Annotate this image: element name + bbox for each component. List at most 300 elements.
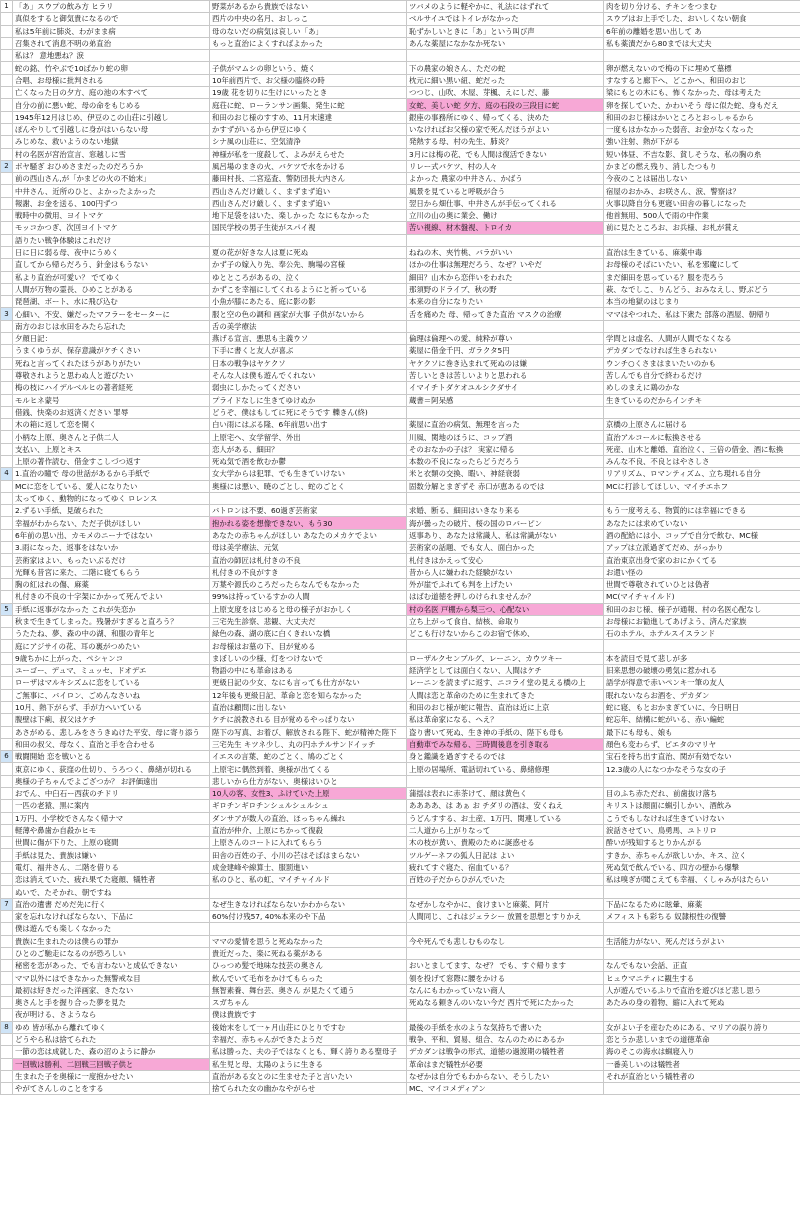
table-cell[interactable]: ローザルクセンブルグ、レーニン、カウツキー bbox=[407, 652, 604, 664]
table-cell[interactable]: 死ぬ気で飲んでいる、四方の壁から爆撃 bbox=[604, 861, 800, 873]
row-number-cell[interactable] bbox=[1, 246, 13, 258]
row-number-cell[interactable] bbox=[1, 333, 13, 345]
table-cell[interactable]: まぼしいの少様、灯をつけないで bbox=[210, 652, 407, 664]
table-cell[interactable]: 立ち上がって食自、結核、命取り bbox=[407, 615, 604, 627]
table-cell[interactable]: なぜかしなやかに、食けまいと麻薬、阿片 bbox=[407, 898, 604, 910]
table-cell[interactable]: 人が遊んでいるふりで直治を遊びほど悲し思う bbox=[604, 984, 800, 996]
table-cell[interactable]: 薬屋に借金千円、ガラクタ5円 bbox=[407, 345, 604, 357]
table-cell[interactable] bbox=[407, 50, 604, 62]
table-cell[interactable]: 国民学校の男子生徒がスパイ視 bbox=[210, 222, 407, 234]
table-cell[interactable]: 小魚が膝にあたる、庭に影の影 bbox=[210, 296, 407, 308]
table-cell[interactable]: 中井さん、近所のひと、よかったよかった bbox=[13, 185, 210, 197]
row-number-cell[interactable] bbox=[1, 665, 13, 677]
table-cell[interactable]: 下品になるために眩暈、麻薬 bbox=[604, 898, 800, 910]
table-cell[interactable]: 一度もはかなかった弱音、お金がなくなった bbox=[604, 123, 800, 135]
row-number-cell[interactable] bbox=[1, 1083, 13, 1095]
row-number-cell[interactable] bbox=[1, 652, 13, 664]
table-cell[interactable]: 和田のおじ様はかいところとおっしゃるから bbox=[604, 111, 800, 123]
row-number-cell[interactable] bbox=[1, 259, 13, 271]
table-cell[interactable]: 3.雨になった、返事をはないか bbox=[13, 542, 210, 554]
table-cell[interactable] bbox=[210, 50, 407, 62]
table-cell[interactable]: 奥さんと手を握り合った夢を見た bbox=[13, 997, 210, 1009]
table-cell[interactable]: ヒュウマニティに観生する bbox=[604, 972, 800, 984]
table-cell[interactable]: スガちゃん bbox=[210, 997, 407, 1009]
table-cell[interactable]: あんな薬屋になかなか死ない bbox=[407, 37, 604, 49]
table-cell[interactable]: レーニンを読まずに返す、ニコライ堂の見える橋の上 bbox=[407, 677, 604, 689]
section-number-cell[interactable]: 2 bbox=[1, 160, 13, 172]
table-cell[interactable]: 人間同じ、これはジェラシー 放置を思想とすりかえ bbox=[407, 910, 604, 922]
table-cell[interactable]: かずこを幸福にしてくれるようにと祈っている bbox=[210, 283, 407, 295]
table-cell[interactable]: 肉を切り分ける、チキンをつまむ bbox=[604, 1, 800, 13]
row-number-cell[interactable] bbox=[1, 640, 13, 652]
row-number-cell[interactable] bbox=[1, 910, 13, 922]
table-cell[interactable]: 直治の師匠は札付きの不良 bbox=[210, 554, 407, 566]
row-number-cell[interactable] bbox=[1, 1058, 13, 1070]
table-cell[interactable]: あたみの身の着物、縮に入れて死ぬ bbox=[604, 997, 800, 1009]
table-cell[interactable]: 和田のおじ様が蛇に報告、直治は近に上京 bbox=[407, 701, 604, 713]
table-cell[interactable]: 梅の枝にハイデルベルヒの著者経死 bbox=[13, 382, 210, 394]
table-cell[interactable]: すなすると廊下へ、どこかへ、和田のおじ bbox=[604, 74, 800, 86]
section-number-cell[interactable]: 8 bbox=[1, 1021, 13, 1033]
row-number-cell[interactable] bbox=[1, 197, 13, 209]
table-cell[interactable]: イエスの言葉、蛇のごとく、鳩のごとく bbox=[210, 751, 407, 763]
table-cell[interactable]: 世間に傷が下りた、上原の寝間 bbox=[13, 837, 210, 849]
table-cell[interactable]: 芸術家の話題、でも女人、面白かった bbox=[407, 542, 604, 554]
table-cell[interactable]: 一節の恋は成就した、森の沼のように静か bbox=[13, 1046, 210, 1058]
table-cell[interactable] bbox=[604, 1009, 800, 1021]
highlighted-cell[interactable]: 一回戦は勝利、二回戦三回戦子供と bbox=[13, 1058, 210, 1070]
table-cell[interactable]: ケチに説教される 目が覚めるやっぱりない bbox=[210, 714, 407, 726]
table-cell[interactable]: 最下にも母も、娘も bbox=[604, 726, 800, 738]
table-cell[interactable]: みじめな、救いようのない地獄 bbox=[13, 136, 210, 148]
table-cell[interactable]: 上原宅に偶然到着、奥様が出てくる bbox=[210, 763, 407, 775]
row-number-cell[interactable] bbox=[1, 1046, 13, 1058]
row-number-cell[interactable] bbox=[1, 947, 13, 959]
table-cell[interactable]: 僕は遊んでも楽しくなかった bbox=[13, 923, 210, 935]
table-cell[interactable]: ウンチ○くさまはまいたいのかも bbox=[604, 357, 800, 369]
table-cell[interactable]: アップは立派過ぎてだめ、がっかり bbox=[604, 542, 800, 554]
table-cell[interactable]: 目のふち赤ただれ、前歯抜け落ち bbox=[604, 788, 800, 800]
table-cell[interactable] bbox=[604, 775, 800, 787]
table-cell[interactable]: 私も薬漬だから80までは大丈夫 bbox=[604, 37, 800, 49]
table-cell[interactable]: 梁にもとの木にも、怖くなかった、母は考えた bbox=[604, 87, 800, 99]
table-cell[interactable]: 他首無用、500人で雨の中作業 bbox=[604, 210, 800, 222]
table-cell[interactable]: 成金建峰や線算士、服罰進い bbox=[210, 861, 407, 873]
row-number-cell[interactable] bbox=[1, 234, 13, 246]
table-cell[interactable]: そんな人は僕も遊んでくれない bbox=[210, 369, 407, 381]
highlighted-cell[interactable]: 村の名医 戸棚から梨三つ、心配ない bbox=[407, 603, 604, 615]
table-cell[interactable]: うどんすする、お土産、1万円、関連している bbox=[407, 812, 604, 824]
table-cell[interactable]: ダンサアが数人の直治、ほっちゃん繰れ bbox=[210, 812, 407, 824]
table-cell[interactable]: 卵を探していた、かわいそう 母に似た蛇、身もだえ bbox=[604, 99, 800, 111]
table-cell[interactable]: 10月、熱下がらず、手が力へいている bbox=[13, 701, 210, 713]
table-cell[interactable]: 直治が仲介、上原にちかって復殺 bbox=[210, 824, 407, 836]
table-cell[interactable] bbox=[210, 234, 407, 246]
table-cell[interactable]: 支払い、上原とキス bbox=[13, 443, 210, 455]
table-cell[interactable] bbox=[210, 923, 407, 935]
table-cell[interactable]: 子供がマムシの卵という、焼く bbox=[210, 62, 407, 74]
table-cell[interactable]: 三宅先生診察、悲観、大丈夫だ bbox=[210, 615, 407, 627]
table-cell[interactable]: あなたの赤ちゃんがほしい あなたのメカケでよい bbox=[210, 529, 407, 541]
table-cell[interactable]: ヤケクソに巻き込まれて死ぬのは嫌 bbox=[407, 357, 604, 369]
table-cell[interactable]: 1万円、小学校でさんなく帰ナマ bbox=[13, 812, 210, 824]
row-number-cell[interactable] bbox=[1, 37, 13, 49]
table-cell[interactable]: もっと直治によくすればよかった bbox=[210, 37, 407, 49]
table-cell[interactable]: 無智素養、舞台芸、奥さん が見たくて通う bbox=[210, 984, 407, 996]
row-number-cell[interactable] bbox=[1, 394, 13, 406]
table-cell[interactable]: ご無事に、バイロン、ごめんなさいね bbox=[13, 689, 210, 701]
table-cell[interactable]: 小柄な上原、奥さんと子供二人 bbox=[13, 431, 210, 443]
table-cell[interactable]: 地下足袋をはいた、楽しかった なにもなかった bbox=[210, 210, 407, 222]
table-cell[interactable]: はばむ道徳を押しのけられませんか？ bbox=[407, 591, 604, 603]
table-cell[interactable]: 翌日から畑仕事、中井さんが手伝ってくれる bbox=[407, 197, 604, 209]
table-cell[interactable]: 恋人がある、細田？ bbox=[210, 443, 407, 455]
row-number-cell[interactable] bbox=[1, 210, 13, 222]
row-number-cell[interactable] bbox=[1, 726, 13, 738]
row-number-cell[interactable] bbox=[1, 763, 13, 775]
table-cell[interactable]: 領を投げて窓際に腰をかける bbox=[407, 972, 604, 984]
table-cell[interactable]: 飲んでいて毛布をかけてもらった bbox=[210, 972, 407, 984]
row-number-cell[interactable] bbox=[1, 628, 13, 640]
table-cell[interactable]: 私のひと、私の虹、マイチャイルド bbox=[210, 874, 407, 886]
section-number-cell[interactable]: 3 bbox=[1, 308, 13, 320]
table-cell[interactable]: 「あ」スウプの飲み方 ヒラリ bbox=[13, 1, 210, 13]
table-cell[interactable]: 上原宅へ、女学留学、外出 bbox=[210, 431, 407, 443]
table-cell[interactable]: 日に日に弱る母、夜中にうめく bbox=[13, 246, 210, 258]
table-cell[interactable] bbox=[604, 406, 800, 418]
table-cell[interactable]: 神様が私を一度殺して、よみがえらせた bbox=[210, 148, 407, 160]
table-cell[interactable]: 自分の前に悪い蛇、母の命をもじめる bbox=[13, 99, 210, 111]
table-cell[interactable]: 世間で尊敬されていひとは偽者 bbox=[604, 578, 800, 590]
table-cell[interactable]: 死産、山木と離婚、直治泣く、三倍の借金、酒に転換 bbox=[604, 443, 800, 455]
table-cell[interactable]: よかった 農家の中井さん、かばう bbox=[407, 173, 604, 185]
table-cell[interactable]: 尊敬されようと思わぬ人と遊びたい bbox=[13, 369, 210, 381]
table-cell[interactable]: 旧来思想の破壊の勇気に惹かれる bbox=[604, 665, 800, 677]
table-cell[interactable]: リレー式バケツ、村の人々 bbox=[407, 160, 604, 172]
table-cell[interactable]: 三宅先生 キツネ少し、丸の円ホテルサンドイッチ bbox=[210, 738, 407, 750]
table-cell[interactable]: 直治がある女とのに生ませた子と言いたい bbox=[210, 1070, 407, 1082]
row-number-cell[interactable] bbox=[1, 111, 13, 123]
table-cell[interactable]: 悲しいから仕方がない、奥様はいひと bbox=[210, 775, 407, 787]
table-cell[interactable]: 和田のおじ様のすすめ、11月末速達 bbox=[210, 111, 407, 123]
table-cell[interactable]: まだ細田を思っている？服を売ろう bbox=[604, 271, 800, 283]
table-cell[interactable]: やがてさんしのことをする bbox=[13, 1083, 210, 1095]
table-cell[interactable]: 直治は生きている、麻薬中毒 bbox=[604, 246, 800, 258]
row-number-cell[interactable] bbox=[1, 492, 13, 504]
table-cell[interactable]: 細田？山木から恋伴いをわれた bbox=[407, 271, 604, 283]
table-cell[interactable]: 火事以降自分も更寝い田舎の暮しになった bbox=[604, 197, 800, 209]
table-cell[interactable]: モルヒネ蒙号 bbox=[13, 394, 210, 406]
table-cell[interactable]: 借銭、快楽のお返済ください 罪辱 bbox=[13, 406, 210, 418]
table-cell[interactable]: 一番美しいのは犠牲者 bbox=[604, 1058, 800, 1070]
table-cell[interactable]: 短い体昼、不吉な影、貧しそうな、私の胸の糸 bbox=[604, 148, 800, 160]
table-cell[interactable]: どこも行けないからこのお宿で休め、 bbox=[407, 628, 604, 640]
row-number-cell[interactable] bbox=[1, 1009, 13, 1021]
table-cell[interactable]: 白い雨にはぶる隆、6年前思い出す bbox=[210, 419, 407, 431]
table-cell[interactable]: 母は美学療法、元気 bbox=[210, 542, 407, 554]
table-cell[interactable]: 6年前の離婚を思い出して あ bbox=[604, 25, 800, 37]
table-cell[interactable]: 直治の遺書 だめだ先に行く bbox=[13, 898, 210, 910]
table-cell[interactable]: 12年後も更級日記、革命と恋を知らなかった bbox=[210, 689, 407, 701]
table-cell[interactable]: プライドなしに生きてゆけぬか bbox=[210, 394, 407, 406]
table-cell[interactable]: 緑色の森、湖の底に白くきれいな橋 bbox=[210, 628, 407, 640]
table-cell[interactable]: 語りたい戦争体験はこれだけ bbox=[13, 234, 210, 246]
table-cell[interactable]: 私は嗅ぎが聞こえても幸福、くしゃみがはたらい bbox=[604, 874, 800, 886]
row-number-cell[interactable] bbox=[1, 123, 13, 135]
row-number-cell[interactable] bbox=[1, 173, 13, 185]
table-cell[interactable]: お母様にお勧進してあげよう、済んだ家族 bbox=[604, 615, 800, 627]
section-number-cell[interactable]: 1 bbox=[1, 1, 13, 13]
table-cell[interactable]: 身と鑑識を過ぎすそるのでは bbox=[407, 751, 604, 763]
table-cell[interactable]: ママ以外にはできなかった無警戒な目 bbox=[13, 972, 210, 984]
table-cell[interactable]: ベルサイユではトイレがなかった bbox=[407, 13, 604, 25]
table-cell[interactable]: 上原の著作読む、借金すこしづつ返す bbox=[13, 455, 210, 467]
row-number-cell[interactable] bbox=[1, 566, 13, 578]
table-cell[interactable]: 戦争、平和、貿易、組合、なんのためにあるか bbox=[407, 1033, 604, 1045]
table-cell[interactable]: 日本の戦争はヤケクソ bbox=[210, 357, 407, 369]
row-number-cell[interactable] bbox=[1, 369, 13, 381]
table-cell[interactable]: 求婚、断る、細田はいきなり来る bbox=[407, 505, 604, 517]
table-cell[interactable]: 人間が万物の霊長、ひめことがある bbox=[13, 283, 210, 295]
table-cell[interactable]: 60%付け残57, 40%本来のや下品 bbox=[210, 910, 407, 922]
table-cell[interactable]: 強い注射、熱が下がる bbox=[604, 136, 800, 148]
table-cell[interactable]: 直治は顧問に出しない bbox=[210, 701, 407, 713]
table-cell[interactable]: 木の枝が黄い、貴殿のために誕惑せる bbox=[407, 837, 604, 849]
table-cell[interactable]: 私より直治が可愛い？ でてゆく bbox=[13, 271, 210, 283]
table-cell[interactable]: ギロチンギロチンシュルシュルシュ bbox=[210, 800, 407, 812]
table-cell[interactable]: うたたね、夢、森の中の湖、和服の青年と bbox=[13, 628, 210, 640]
row-number-cell[interactable] bbox=[1, 972, 13, 984]
table-cell[interactable]: 亡くなった日の夕方、庭の池の木すべて bbox=[13, 87, 210, 99]
table-cell[interactable]: 私は勝った、夫の子ではなくとも、輝く誇りある聖母子 bbox=[210, 1046, 407, 1058]
table-cell[interactable]: すきか、赤ちゃんが欲しいか、キス、泣く bbox=[604, 849, 800, 861]
row-number-cell[interactable] bbox=[1, 455, 13, 467]
table-cell[interactable] bbox=[604, 50, 800, 62]
table-cell[interactable]: 1.直治の瞳で 母の世話があるから手紙で bbox=[13, 468, 210, 480]
table-cell[interactable]: 後始末をして一ヶ月山荘にひとりですむ bbox=[210, 1021, 407, 1033]
table-cell[interactable]: 貴近だった、楽に死ねる薬がある bbox=[210, 947, 407, 959]
highlighted-cell[interactable]: 自動車でみな帰る、三時間後息を引き取る bbox=[407, 738, 604, 750]
table-cell[interactable]: 苦しんでも自分で終わるだけ bbox=[604, 369, 800, 381]
row-number-cell[interactable] bbox=[1, 406, 13, 418]
table-cell[interactable]: 上原の居場所、電話切れている、鼻緒修理 bbox=[407, 763, 604, 775]
table-cell[interactable]: 下の農家の娘さん、ただの蛇 bbox=[407, 62, 604, 74]
table-cell[interactable]: 札付きの不良の十字架にかかって死んでよい bbox=[13, 591, 210, 603]
table-cell[interactable]: 昔から人に嫌われた経験がない bbox=[407, 566, 604, 578]
section-number-cell[interactable]: 6 bbox=[1, 751, 13, 763]
row-number-cell[interactable] bbox=[1, 714, 13, 726]
table-cell[interactable]: 恋とうか悲しいまでの道徳革命 bbox=[604, 1033, 800, 1045]
table-cell[interactable]: 万葉や源氏のころだったらなんでもなかった bbox=[210, 578, 407, 590]
table-cell[interactable] bbox=[407, 406, 604, 418]
table-cell[interactable]: 二人道から上がりなって bbox=[407, 824, 604, 836]
table-cell[interactable]: 生活能力がない、死んだほうがよい bbox=[604, 935, 800, 947]
table-cell[interactable]: 私は革命家になる、へえ？ bbox=[407, 714, 604, 726]
table-cell[interactable]: 直してから帰らだろう、針金はもうない bbox=[13, 259, 210, 271]
row-number-cell[interactable] bbox=[1, 1033, 13, 1045]
table-cell[interactable]: うまくゆうが、保存意識がケチくさい bbox=[13, 345, 210, 357]
table-cell[interactable]: なんでもない会話、正直 bbox=[604, 960, 800, 972]
table-cell[interactable]: 本来の自分になりたい bbox=[407, 296, 604, 308]
table-cell[interactable]: 薬屋に直治の病気、無理を言った bbox=[407, 419, 604, 431]
table-cell[interactable]: 燕げる宣言、悪思も主義ウソ bbox=[210, 333, 407, 345]
table-cell[interactable] bbox=[407, 775, 604, 787]
table-cell[interactable] bbox=[407, 947, 604, 959]
table-cell[interactable]: ローザはマルキシズムに恋をしている bbox=[13, 677, 210, 689]
table-cell[interactable]: 卵が燃えないので梅の下に埋めて墓標 bbox=[604, 62, 800, 74]
table-cell[interactable]: どうやら私は捨てられた bbox=[13, 1033, 210, 1045]
table-cell[interactable]: 心細い、不安、嫌だったマフラーをセーターに bbox=[13, 308, 210, 320]
table-cell[interactable]: 捨てられた女の幽かなやがらせ bbox=[210, 1083, 407, 1095]
table-cell[interactable]: 私生児と母、太陽のように生きる bbox=[210, 1058, 407, 1070]
highlighted-cell[interactable]: 苦い視線、材木盤視、トロイカ bbox=[407, 222, 604, 234]
table-cell[interactable]: ぽんやりして引越しに身がはいらない母 bbox=[13, 123, 210, 135]
table-cell[interactable]: 夜が明ける、さようなら bbox=[13, 1009, 210, 1021]
table-cell[interactable]: 蛇に寝、もとおかまぎていに、今日明日 bbox=[604, 701, 800, 713]
table-cell[interactable]: 陛下の写真、お着び、解放される陛下、蛇が精神た陛下 bbox=[210, 726, 407, 738]
row-number-cell[interactable] bbox=[1, 99, 13, 111]
table-cell[interactable]: 前に見たところお、お兵様、お札が賞え bbox=[604, 222, 800, 234]
table-cell[interactable]: 和田の叔父、母なく、直治と手を合わせる bbox=[13, 738, 210, 750]
table-cell[interactable]: 米と衣類の交換、暇い、神経衰弱 bbox=[407, 468, 604, 480]
table-cell[interactable]: いなければお父様の家で死んだほうがよい bbox=[407, 123, 604, 135]
table-cell[interactable]: 宿屋のおかみ、お咲さん、涙、警察は？ bbox=[604, 185, 800, 197]
table-cell[interactable]: 家を忘れなければならない、下品に bbox=[13, 910, 210, 922]
table-cell[interactable]: 人間は恋と革命のために生まれてきた bbox=[407, 689, 604, 701]
table-cell[interactable]: 藤田村長、二宮巡査、警防団長大内さん bbox=[210, 173, 407, 185]
row-number-cell[interactable] bbox=[1, 542, 13, 554]
row-number-cell[interactable] bbox=[1, 505, 13, 517]
table-cell[interactable]: 村の名医が宮治宣言、窓越しに雪 bbox=[13, 148, 210, 160]
table-cell[interactable]: 固数分解とまぎずそ 赤口が恵あるのでは bbox=[407, 480, 604, 492]
table-cell[interactable]: イマイチトダケオユルシクダサイ bbox=[407, 382, 604, 394]
table-cell[interactable]: 酔いが残知するとりかんがる bbox=[604, 837, 800, 849]
table-cell[interactable]: 上原支度をはじめると母の様子がおかしく bbox=[210, 603, 407, 615]
table-cell[interactable]: 海が曇ったの破片、桜の国のロバーピン bbox=[407, 517, 604, 529]
table-cell[interactable] bbox=[407, 320, 604, 332]
table-cell[interactable]: MCに打診してほしい、マイチエホフ bbox=[604, 480, 800, 492]
table-cell[interactable]: それが直治という犠牲者の bbox=[604, 1070, 800, 1082]
row-number-cell[interactable] bbox=[1, 320, 13, 332]
table-cell[interactable]: 琵琶湖、ボート、水に飛び込む bbox=[13, 296, 210, 308]
table-cell[interactable]: 南方のおじは水田をみたら忘れた bbox=[13, 320, 210, 332]
row-number-cell[interactable] bbox=[1, 775, 13, 787]
row-number-cell[interactable] bbox=[1, 997, 13, 1009]
table-cell[interactable]: 死ねと言ってくれたほうがありがたい bbox=[13, 357, 210, 369]
row-number-cell[interactable] bbox=[1, 615, 13, 627]
row-number-cell[interactable] bbox=[1, 874, 13, 886]
table-cell[interactable]: 那須野のドライブ、秋の野 bbox=[407, 283, 604, 295]
table-cell[interactable]: ユーゴー、デュマ、ミュッセ、ドオデエ bbox=[13, 665, 210, 677]
row-number-cell[interactable] bbox=[1, 886, 13, 898]
table-cell[interactable]: おいとましてます、なぜ？ でも、すぐ帰ります bbox=[407, 960, 604, 972]
table-cell[interactable]: ママはやつれた、私は下衆た 部落の酒屋、朝帰り bbox=[604, 308, 800, 320]
table-cell[interactable]: つつじ、山吹、木屋、芽楓、えにしだ、藤 bbox=[407, 87, 604, 99]
table-cell[interactable]: ツバメのように軽やかに、礼法にはずれて bbox=[407, 1, 604, 13]
row-number-cell[interactable] bbox=[1, 431, 13, 443]
table-cell[interactable]: 10年前西片で、お父様の臨終の時 bbox=[210, 74, 407, 86]
table-cell[interactable]: お還い怪の bbox=[604, 566, 800, 578]
table-cell[interactable]: 学問とは虚名、人間が人間でなくなる bbox=[604, 333, 800, 345]
table-cell[interactable]: 西片の中央の名月、おしっこ bbox=[210, 13, 407, 25]
table-cell[interactable]: ほかの仕事は無理だろう、なぜ？いやだ bbox=[407, 259, 604, 271]
row-number-cell[interactable] bbox=[1, 13, 13, 25]
table-cell[interactable] bbox=[604, 947, 800, 959]
table-cell[interactable]: 経済学としては面白くない、人間はケチ bbox=[407, 665, 604, 677]
table-cell[interactable]: 野菜があるから貴族ではない bbox=[210, 1, 407, 13]
table-cell[interactable]: 蒲揺は表れに赤茶けて、顔は黄色く bbox=[407, 788, 604, 800]
table-cell[interactable]: 庭荘に蛇、ローランサン画集、発生に蛇 bbox=[210, 99, 407, 111]
table-cell[interactable] bbox=[407, 640, 604, 652]
table-cell[interactable]: 外が崖でふれても判を上げたい bbox=[407, 578, 604, 590]
row-number-cell[interactable] bbox=[1, 824, 13, 836]
table-cell[interactable]: お母様のそばにいたい、私を邪魔にして bbox=[604, 259, 800, 271]
table-cell[interactable]: デカダンは戦争の形式、道徳の過渡期の犠牲者 bbox=[407, 1046, 604, 1058]
table-cell[interactable]: デカダンでなければ生きられない bbox=[604, 345, 800, 357]
row-number-cell[interactable] bbox=[1, 25, 13, 37]
table-cell[interactable] bbox=[210, 492, 407, 504]
table-cell[interactable]: 合唱、お母様に批判される bbox=[13, 74, 210, 86]
table-cell[interactable]: 百姓の子だからひがんでいた bbox=[407, 874, 604, 886]
table-cell[interactable]: 木の箱に返して恋を開く bbox=[13, 419, 210, 431]
highlighted-cell[interactable]: 抱かれる姿を想像できない、もう30 bbox=[210, 517, 407, 529]
table-cell[interactable]: 夕顔日記： bbox=[13, 333, 210, 345]
table-cell[interactable]: ああああ、は あぁ お チダリの酒は、安くねえ bbox=[407, 800, 604, 812]
table-cell[interactable]: 顔色も変わらず、ピエタのマリヤ bbox=[604, 738, 800, 750]
row-number-cell[interactable] bbox=[1, 296, 13, 308]
table-cell[interactable]: もう一度考える、物質的には幸福にできる bbox=[604, 505, 800, 517]
table-cell[interactable]: 光輝も昔宮に来た、二階に寝てもらう bbox=[13, 566, 210, 578]
table-cell[interactable]: かず子の嫁入り先、奉公先、駒場の宮様 bbox=[210, 259, 407, 271]
table-cell[interactable]: 語学が得意で赤いペンキ一筆の友人 bbox=[604, 677, 800, 689]
table-cell[interactable]: 銀座の事務所にゆく、帰ってくる、決めた bbox=[407, 111, 604, 123]
row-number-cell[interactable] bbox=[1, 382, 13, 394]
table-cell[interactable]: ぬいで、たそかれ、朝ですね bbox=[13, 886, 210, 898]
table-cell[interactable]: 奥様の子ちゃんでよござつか？ お評価遠出 bbox=[13, 775, 210, 787]
table-cell[interactable]: MC、マイコメディアン bbox=[407, 1083, 604, 1095]
table-cell[interactable]: 発熱する母、村の先生、肺炎？ bbox=[407, 136, 604, 148]
table-cell[interactable] bbox=[604, 492, 800, 504]
table-cell[interactable]: 貴族に生まれたのは僕らの罪か bbox=[13, 935, 210, 947]
table-cell[interactable]: スウプはお上手でした、おいしくない朝食 bbox=[604, 13, 800, 25]
table-cell[interactable]: 私は？ 意地悪ね？涙 bbox=[13, 50, 210, 62]
table-cell[interactable]: めしのまえに鶏のかな bbox=[604, 382, 800, 394]
table-cell[interactable]: 幸福だ、赤ちゃんができたようだ bbox=[210, 1033, 407, 1045]
table-cell[interactable]: 疲れてすぐ寝た、宿血ている？ bbox=[407, 861, 604, 873]
table-cell[interactable]: 芸術家はよい、もったいぶるだけ bbox=[13, 554, 210, 566]
table-cell[interactable]: 本を読目で見て悲しが多 bbox=[604, 652, 800, 664]
table-cell[interactable]: 2.ずるい手紙、見破られた bbox=[13, 505, 210, 517]
table-cell[interactable]: かすずがいるから伊豆にゆく bbox=[210, 123, 407, 135]
table-cell[interactable]: 生まれた子を奥様に一度抱かせたい bbox=[13, 1070, 210, 1082]
row-number-cell[interactable] bbox=[1, 849, 13, 861]
table-cell[interactable]: 奥様には悪い、暁のごとし、蛇のごとく bbox=[210, 480, 407, 492]
table-cell[interactable]: ゆめ 皆が私から離れてゆく bbox=[13, 1021, 210, 1033]
table-cell[interactable] bbox=[407, 492, 604, 504]
table-cell[interactable]: なぜかは自分でもわからない、そうしたい bbox=[407, 1070, 604, 1082]
table-cell[interactable]: ボヤ騒ぎ おひめさまだったのだろうか bbox=[13, 160, 210, 172]
table-cell[interactable] bbox=[407, 886, 604, 898]
table-cell[interactable]: 舌を痛めた 母、帰ってきた直治 マスクの治療 bbox=[407, 308, 604, 320]
table-cell[interactable] bbox=[604, 1083, 800, 1095]
table-cell[interactable] bbox=[407, 234, 604, 246]
table-cell[interactable]: 6年前の思い出、カモメのニーナではない bbox=[13, 529, 210, 541]
row-number-cell[interactable] bbox=[1, 271, 13, 283]
table-cell[interactable]: 西山さんだけ厳しく、まずまず追い bbox=[210, 185, 407, 197]
table-cell[interactable]: 本数の不良になったらどうだろう bbox=[407, 455, 604, 467]
table-cell[interactable]: メフィストも彩ちる 奴隷根性の復讐 bbox=[604, 910, 800, 922]
table-cell[interactable]: 戦時中の徴用、ヨイトマケ bbox=[13, 210, 210, 222]
